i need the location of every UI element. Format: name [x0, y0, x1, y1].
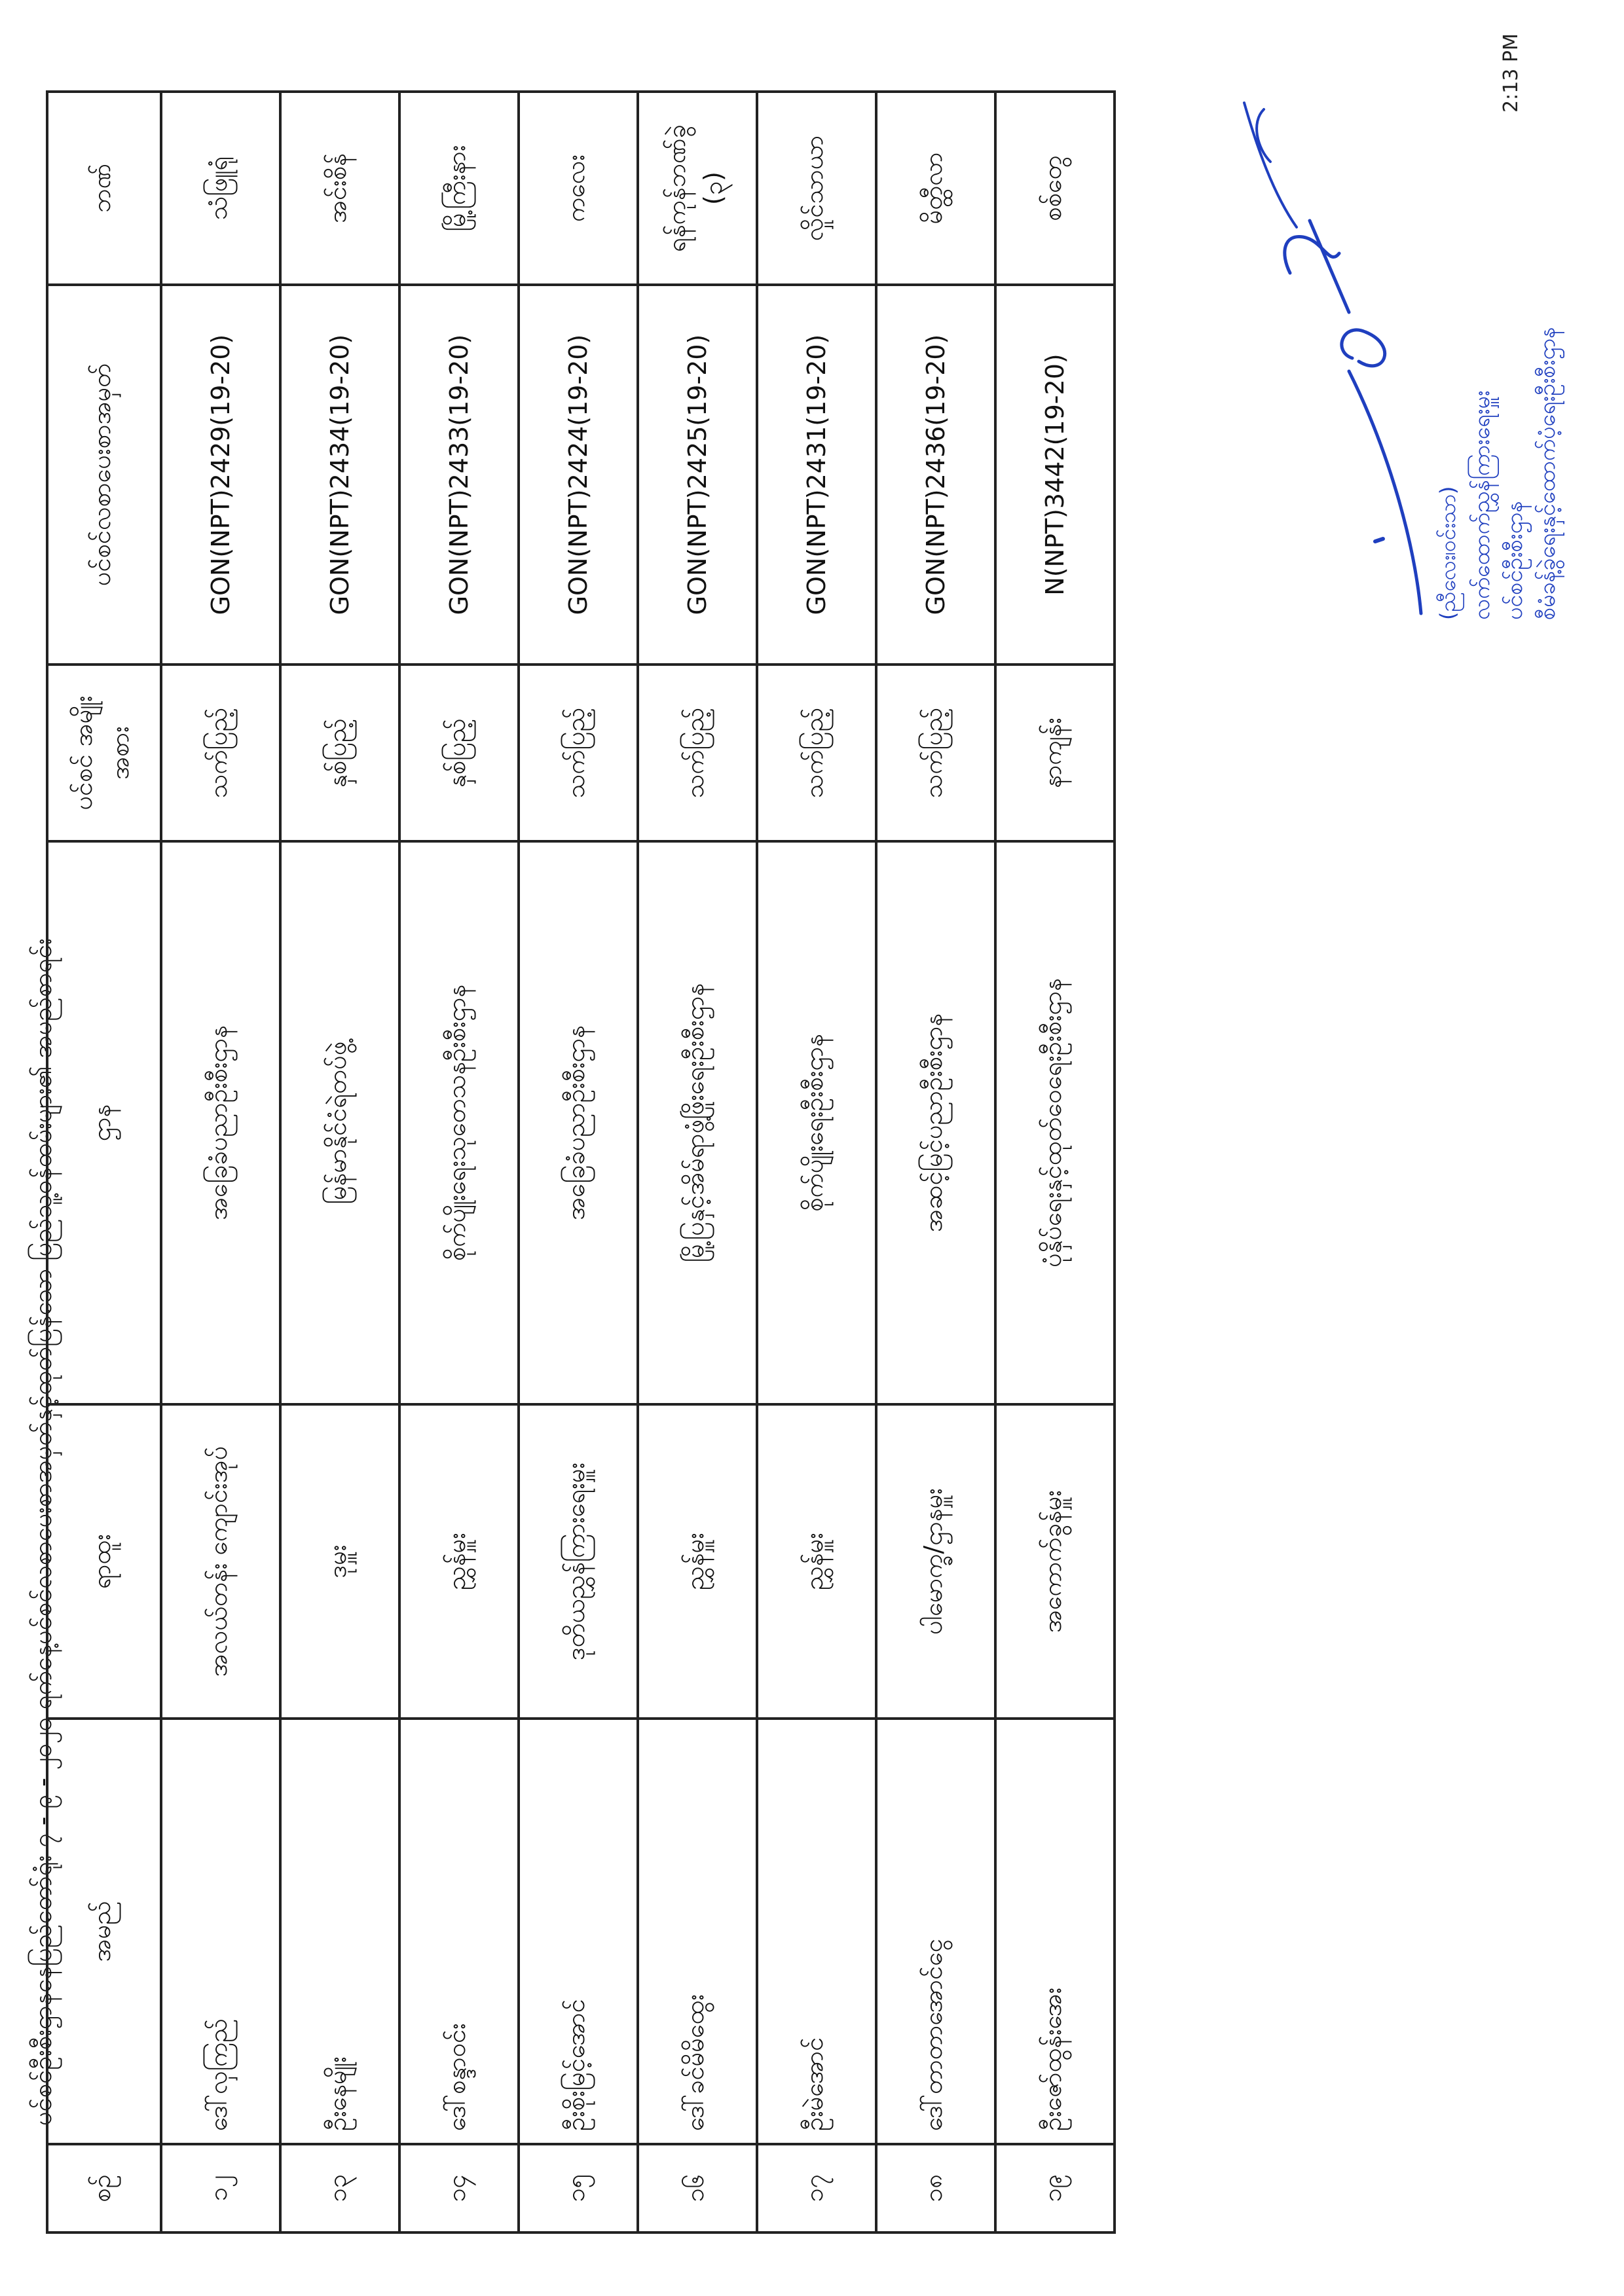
row-rank: ညွှန်မှူး — [638, 1404, 757, 1719]
header-pension-code: ပင်စင်လစာပေးစာအမှတ် — [47, 285, 161, 665]
header-name: အမည် — [47, 1719, 161, 2144]
row-department: မြန်မာနိုင်ငံရဲတပ်ဖွဲ့ — [280, 841, 399, 1404]
row-department: စိုက်ပျိုးရေးသုတေသနဦးစီးဌာန — [399, 841, 519, 1404]
header-rank: ရာထူး — [47, 1404, 161, 1719]
row-name: ဒေါ်ခင်မိမိထွေး — [638, 1719, 757, 2144]
row-bank: မိတ္ထီလာ — [876, 92, 995, 285]
row-bank: ကလေး — [519, 92, 638, 285]
table-row — [399, 92, 519, 2232]
row-pension-code: GON(NPT)2434(19-20) — [280, 285, 399, 665]
row-department: အခြေခံပညာဦးစီးဌာန — [519, 841, 638, 1404]
row-rank: အလယ်တန်း ကျောင်းအုပ် — [161, 1404, 280, 1719]
row-no: ၁၉ — [995, 2144, 1115, 2232]
timestamp-text: 2:13 PM — [1500, 33, 1522, 113]
row-rank: ညွှန်မှူး — [757, 1404, 876, 1719]
row-pension-code: N(NPT)3442(19-20) — [995, 285, 1115, 665]
header-pension-type: ပင်စင် အမျိုးအစား — [47, 665, 161, 841]
seal-line-4: စီမံခန့်ခွဲရေးနှင့်ထောက်ပံ့ရေးဦးစီးဌာန — [1534, 327, 1560, 620]
row-name: ဦးစိုးမြင့်အောင် — [519, 1719, 638, 2144]
row-pension-type: နာကျန်း — [995, 665, 1115, 841]
row-pension-code: GON(NPT)2436(19-20) — [876, 285, 995, 665]
row-pension-code: GON(NPT)2424(19-20) — [519, 285, 638, 665]
row-department: ပုံနှိပ်ရေးနှင့်ထုတ်ဝေရေးဦးစီးဌာန — [995, 841, 1115, 1404]
row-no: ၁၆ — [638, 2144, 757, 2232]
seal-line-1: (ညီလေး၊ဝင်းသာ) — [1435, 486, 1460, 620]
header-department: ဌာန — [47, 841, 161, 1404]
row-no: ၁၄ — [399, 2144, 519, 2232]
row-no: ၁၅ — [519, 2144, 638, 2232]
table-row — [161, 92, 280, 2232]
table-row — [280, 92, 399, 2232]
row-pension-type: သက်ပြည့် — [876, 665, 995, 841]
row-department: မြို့ပြနှင့်အိမ်ရာဖွံ့ဖြိုးရေးဦးစီးဌာန — [638, 841, 757, 1404]
document-title: ပင်စင်ဦးစီးဌာနနေပြည်တော်ရုံး ၇ - ၉ - ၂၀၂၀ ရက်နေ့ပင်စင်လစာပေးစာအမှတ်နှင့်ထုတ်ပြန်သော ပြည်သူ့ဝန်ထမ်းများ၏ အမည်စာရင်း — [28, 938, 57, 2126]
row-pension-type: နှစ်ပြည့် — [399, 665, 519, 841]
header-no: စဉ် — [47, 2144, 161, 2232]
row-rank: အကောက်ခွန်မှူး — [995, 1404, 1115, 1719]
seal-line-3: ပင်စင်ဦးစီးဌာန — [1502, 501, 1528, 620]
row-bank: ရန်ကုန်ဘဏ်ခွဲ (၃) — [638, 92, 757, 285]
row-no: ၁၃ — [280, 2144, 399, 2232]
row-no: ၁၈ — [876, 2144, 995, 2232]
official-signature-stamp — [1218, 44, 1585, 620]
table-row — [995, 92, 1115, 2232]
row-rank: ပါမောက္ခ/ဌာနမှူး — [876, 1404, 995, 1719]
row-bank: သံဖြူရုံ — [161, 92, 280, 285]
row-bank: လှိုင်သာယာ — [757, 92, 876, 285]
row-bank: စစ်တွေ — [995, 92, 1115, 285]
row-pension-type: သက်ပြည့် — [519, 665, 638, 841]
row-department: အဆင့်မြင့်ပညာဦးစီးဌာန — [876, 841, 995, 1404]
row-bank: မြို့ကြီးနား — [399, 92, 519, 285]
row-no: ၁၂ — [161, 2144, 280, 2232]
row-pension-type: သက်ပြည့် — [638, 665, 757, 841]
row-name: ဒေါ်တာတာအောင်ငွေ — [876, 1719, 995, 2144]
seal-line-2: လက်ထောက်ညွှန်ကြားရေးမှူး — [1469, 390, 1495, 620]
row-pension-code: GON(NPT)2425(19-20) — [638, 285, 757, 665]
row-name: ဒေါ်စန္ဒာဝင်း — [399, 1719, 519, 2144]
row-rank: ဒုမှူး — [280, 1404, 399, 1719]
handwritten-signature-icon — [1218, 44, 1434, 620]
row-pension-type: သက်ပြည့် — [757, 665, 876, 841]
pension-table — [46, 90, 1116, 2234]
row-name: ဦးဇော်ထွန်းအေး — [995, 1719, 1115, 2144]
table-row — [757, 92, 876, 2232]
table-row — [876, 92, 995, 2232]
row-pension-type: နှစ်ပြည့် — [280, 665, 399, 841]
row-rank: ဒုတိယညွှန်ကြားရေးမှူး — [519, 1404, 638, 1719]
row-name: ဦးနေမျိုး — [280, 1719, 399, 2144]
table-header-row — [47, 92, 161, 2232]
row-name: ဒေါ်လှကြည် — [161, 1719, 280, 2144]
table-row — [519, 92, 638, 2232]
row-department: အခြေခံပညာဦးစီးဌာန — [161, 841, 280, 1404]
row-pension-code: GON(NPT)2429(19-20) — [161, 285, 280, 665]
table-row — [638, 92, 757, 2232]
row-rank: ညွှန်မှူး — [399, 1404, 519, 1719]
header-bank: ဘဏ် — [47, 92, 161, 285]
row-no: ၁၇ — [757, 2144, 876, 2232]
row-pension-code: GON(NPT)2431(19-20) — [757, 285, 876, 665]
row-name: ဦးမဲအောင် — [757, 1719, 876, 2144]
row-department: စိုက်ပျိုးရေးဦးစီးဌာန — [757, 841, 876, 1404]
row-pension-type: သက်ပြည့် — [161, 665, 280, 841]
row-pension-code: GON(NPT)2433(19-20) — [399, 285, 519, 665]
row-bank: အင်းစိန် — [280, 92, 399, 285]
